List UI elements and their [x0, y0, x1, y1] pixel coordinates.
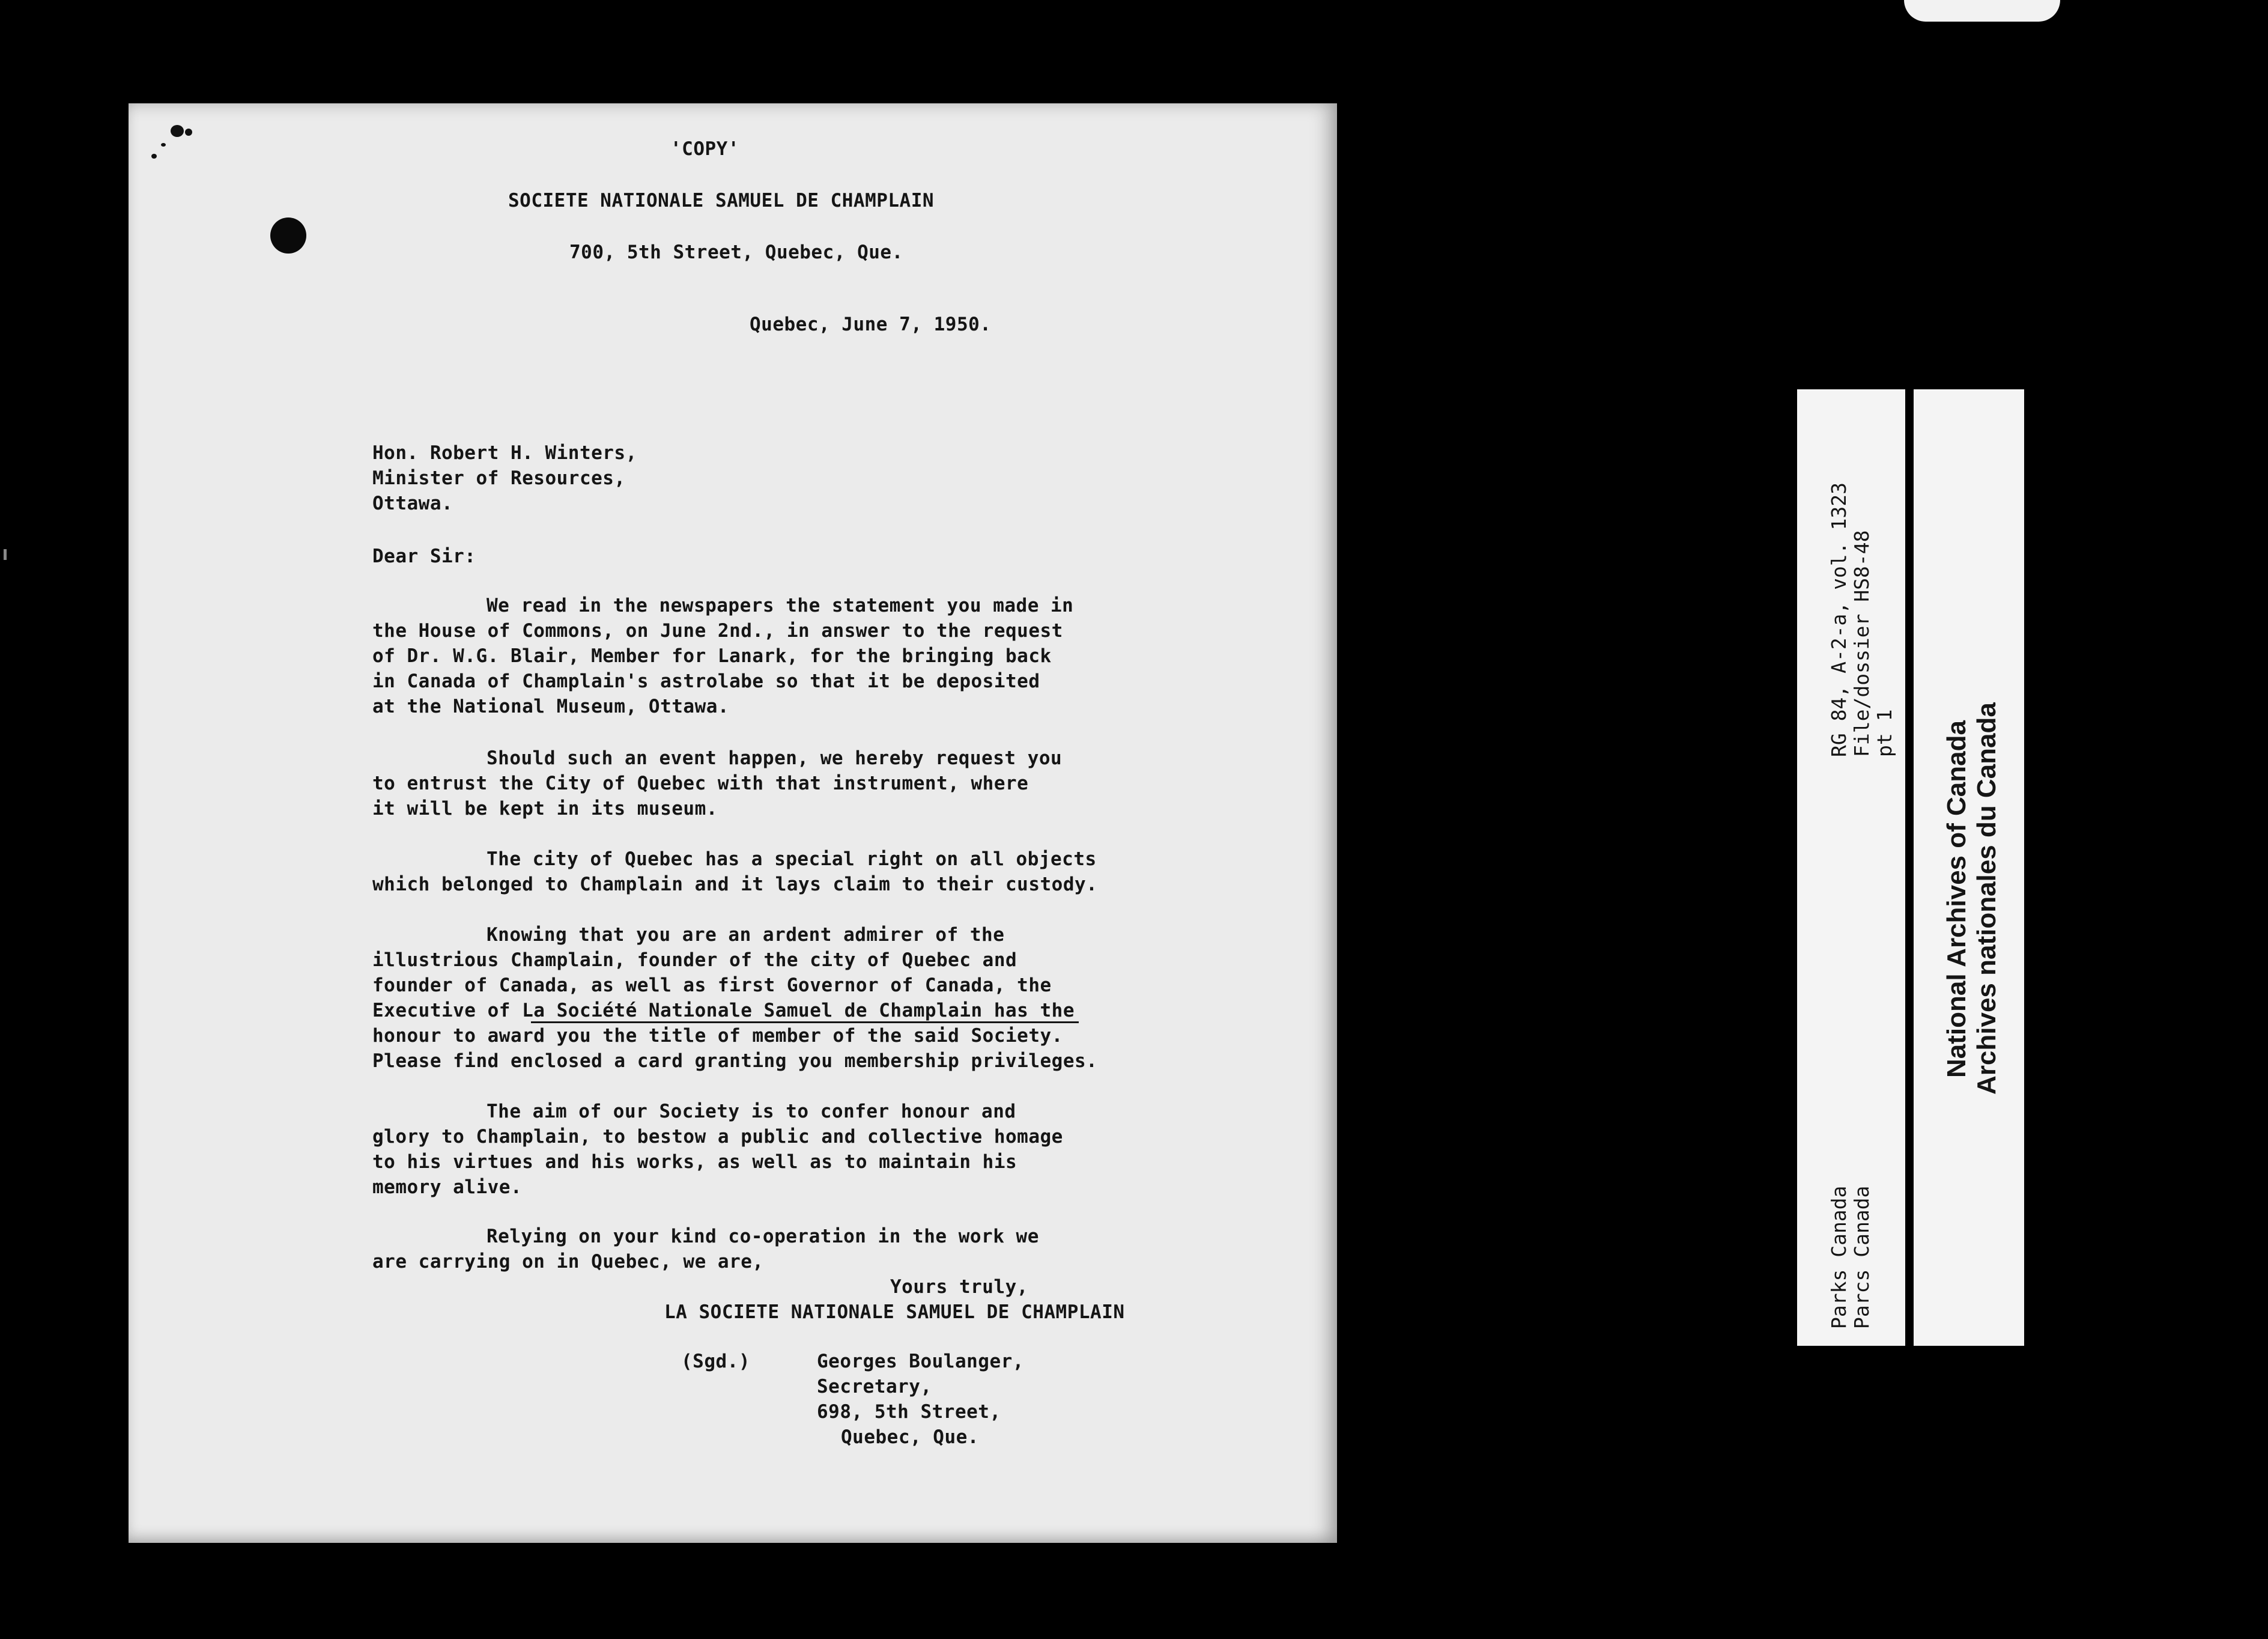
reference-line: File/dossier HS8-48 [1850, 530, 1873, 757]
scanner-glare [1904, 0, 2060, 22]
closing: Yours truly, [890, 1276, 1028, 1298]
body-line: The aim of our Society is to confer honour and [487, 1101, 1016, 1122]
body-line: of Dr. W.G. Blair, Member for Lanark, for the bringing back [372, 645, 1052, 667]
signature-line: 698, 5th Street, [817, 1401, 1001, 1423]
closing-organization: LA SOCIETE NATIONALE SAMUEL DE CHAMPLAIN [664, 1301, 1125, 1323]
body-line: The city of Quebec has a special right on all objects [487, 848, 1097, 870]
body-line: glory to Champlain, to bestow a public and collective homage [372, 1126, 1063, 1148]
recipient-line: Hon. Robert H. Winters, [372, 442, 637, 464]
body-line: Should such an event happen, we hereby request you [487, 747, 1063, 769]
body-line: it will be kept in its museum. [372, 798, 718, 820]
body-line: memory alive. [372, 1176, 523, 1198]
signature-line: Secretary, [817, 1376, 932, 1397]
archive-institution-strip [1914, 389, 2024, 1346]
letter-page [129, 103, 1337, 1543]
recipient-line: Ottawa. [372, 493, 453, 514]
body-line: which belonged to Champlain and it lays claim to their custody. [372, 874, 1098, 895]
agency-line: Parcs Canada [1850, 1185, 1873, 1329]
body-line: founder of Canada, as well as first Governor of Canada, the [372, 975, 1052, 996]
salutation: Dear Sir: [372, 546, 476, 567]
body-line: to entrust the City of Quebec with that instrument, where [372, 773, 1029, 794]
margin-tick [4, 549, 7, 560]
society-name-underline [531, 1021, 1079, 1023]
institution-line: Archives nationales du Canada [1972, 702, 2001, 1095]
body-line: to his virtues and his works, as well as to maintain his [372, 1151, 1017, 1173]
signature-line: Quebec, Que. [841, 1426, 979, 1448]
dateline: Quebec, June 7, 1950. [750, 314, 992, 335]
body-line: Relying on your kind co-operation in the work we [487, 1226, 1039, 1247]
archive-reference-strip [1797, 389, 1905, 1346]
body-line: the House of Commons, on June 2nd., in answer to the request [372, 620, 1063, 642]
letterhead-organization: SOCIETE NATIONALE SAMUEL DE CHAMPLAIN [508, 190, 935, 211]
page-specks [149, 125, 203, 167]
reference-line: pt 1 [1873, 709, 1896, 757]
body-line: illustrious Champlain, founder of the city of Quebec and [372, 949, 1017, 971]
body-line: at the National Museum, Ottawa. [372, 696, 730, 717]
body-line: in Canada of Champlain's astrolabe so that it be deposited [372, 670, 1040, 692]
body-line: honour to award you the title of member of the said Society. [372, 1025, 1063, 1047]
signed-mark: (Sgd.) [681, 1351, 750, 1372]
body-line: Executive of La Société Nationale Samuel de Champlain has the [372, 1000, 1075, 1021]
body-line: are carrying on in Quebec, we are, [372, 1251, 764, 1273]
agency-line: Parks Canada [1827, 1185, 1851, 1329]
body-line: Knowing that you are an ardent admirer of the [487, 924, 1005, 946]
recipient-line: Minister of Resources, [372, 467, 626, 489]
punch-hole [270, 217, 306, 254]
letterhead-address: 700, 5th Street, Quebec, Que. [569, 242, 903, 263]
reference-line: RG 84, A-2-a, vol. 1323 [1827, 482, 1851, 757]
signature-line: Georges Boulanger, [817, 1351, 1024, 1372]
body-line: Please find enclosed a card granting you membership privileges. [372, 1050, 1098, 1072]
copy-mark: 'COPY' [670, 138, 739, 160]
institution-line: National Archives of Canada [1942, 720, 1971, 1078]
body-line: We read in the newspapers the statement you made in [487, 595, 1074, 616]
